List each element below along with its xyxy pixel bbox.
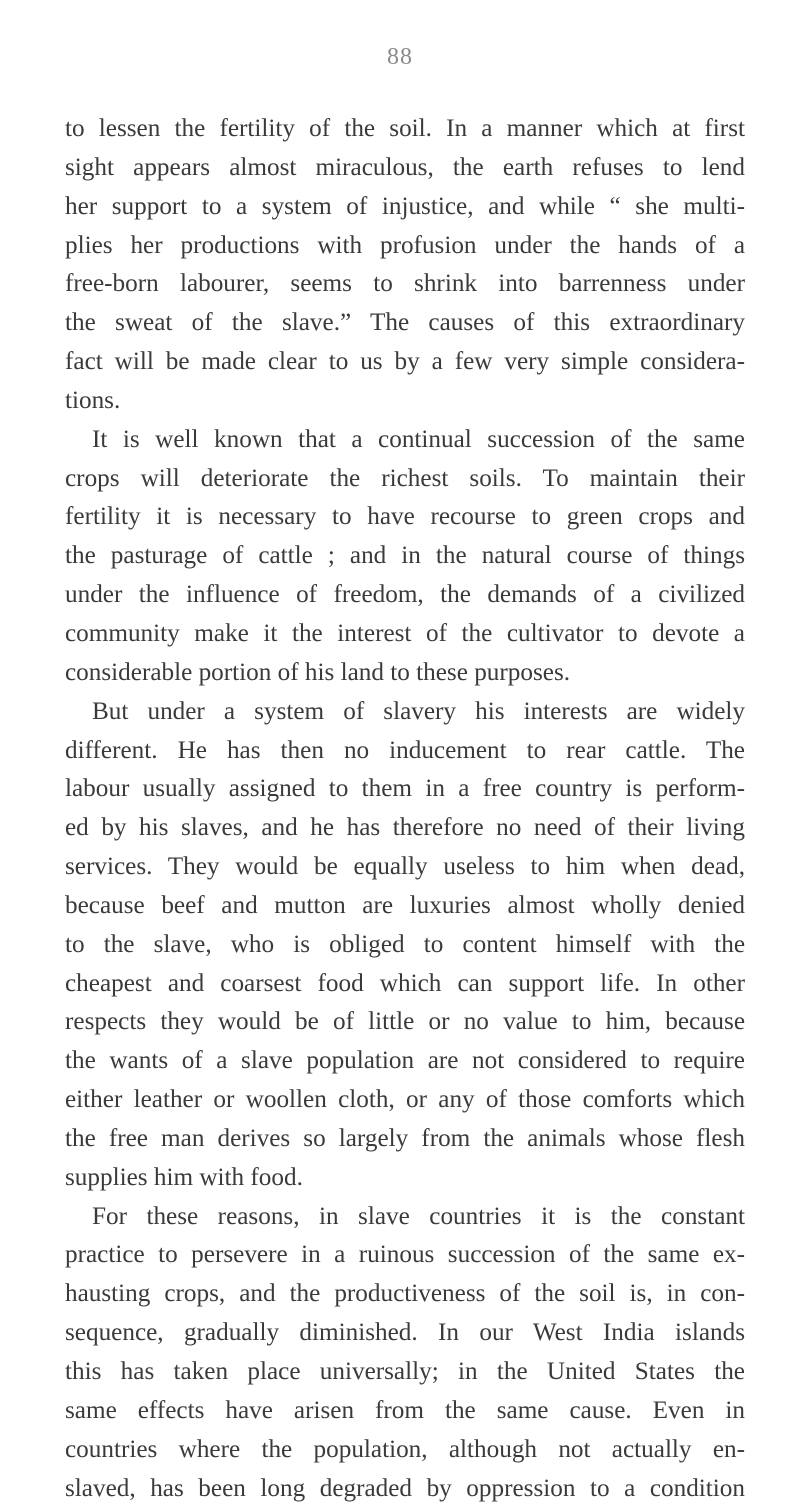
text-line: But under a system of slavery his interests are widely	[92, 697, 745, 725]
text-line: her support to a system of injustice, and while “ she multi-	[65, 192, 745, 220]
text-line: the free man derives so largely from the animals whose flesh	[65, 1124, 745, 1152]
text-line: crops will deteriorate the richest soils. To maintain their	[65, 464, 745, 492]
text-line: to the slave, who is obliged to content himself with the	[65, 930, 745, 958]
text-line: cheapest and coarsest food which can support life. In other	[65, 969, 745, 997]
text-line: services. They would be equally useless to him when dead,	[65, 853, 745, 881]
text-line: respects they would be of little or no value to him, because	[65, 1008, 745, 1036]
text-line: sight appears almost miraculous, the earth refuses to lend	[65, 153, 745, 181]
text-line: fertility it is necessary to have recourse to green crops and	[65, 503, 745, 531]
text-line: It is well known that a continual succession of the same	[92, 425, 745, 453]
text-line: hausting crops, and the productiveness of the soil is, in con-	[65, 1280, 745, 1308]
text-line: fact will be made clear to us by a few very simple considera-	[65, 348, 745, 376]
text-line: slaved, has been long degraded by oppression to a condition	[65, 1474, 745, 1502]
text-line: either leather or woollen cloth, or any of those comforts which	[65, 1086, 745, 1114]
text-line: the sweat of the slave.” The causes of this extraordinary	[65, 309, 745, 337]
text-line: the pasturage of cattle ; and in the natural course of things	[65, 542, 745, 570]
text-line: different. He has then no inducement to rear cattle. The	[65, 736, 745, 764]
text-line: countries where the population, although not actually en-	[65, 1435, 745, 1463]
text-line: For these reasons, in slave countries it is the constant	[92, 1202, 745, 1230]
text-line: tions.	[65, 386, 121, 414]
text-line: the wants of a slave population are not considered to require	[65, 1047, 745, 1075]
text-line: practice to persevere in a ruinous succession of the same ex-	[65, 1241, 745, 1269]
body-text	[65, 110, 745, 1508]
text-line: supplies him with food.	[65, 1163, 303, 1191]
text-line: same effects have arisen from the same cause. Even in	[65, 1396, 745, 1424]
text-line: this has taken place universally; in the United States the	[65, 1358, 745, 1385]
text-line: because beef and mutton are luxuries almost wholly denied	[65, 891, 745, 919]
text-line: to lessen the fertility of the soil. In a manner which at first	[65, 115, 745, 142]
text-line: free-born labourer, seems to shrink into barrenness under	[65, 270, 745, 298]
text-line: considerable portion of his land to these purposes.	[65, 658, 571, 686]
text-line: plies her productions with profusion under the hands of a	[65, 231, 745, 259]
text-line: community make it the interest of the cultivator to devote a	[65, 619, 745, 647]
page-number: 88	[387, 44, 413, 70]
text-line: sequence, gradually diminished. In our West India islands	[65, 1319, 745, 1347]
text-line: ed by his slaves, and he has therefore no need of their living	[65, 814, 745, 842]
text-line: labour usually assigned to them in a free country is perform-	[65, 775, 745, 803]
text-line: under the influence of freedom, the demands of a civilized	[65, 581, 745, 609]
